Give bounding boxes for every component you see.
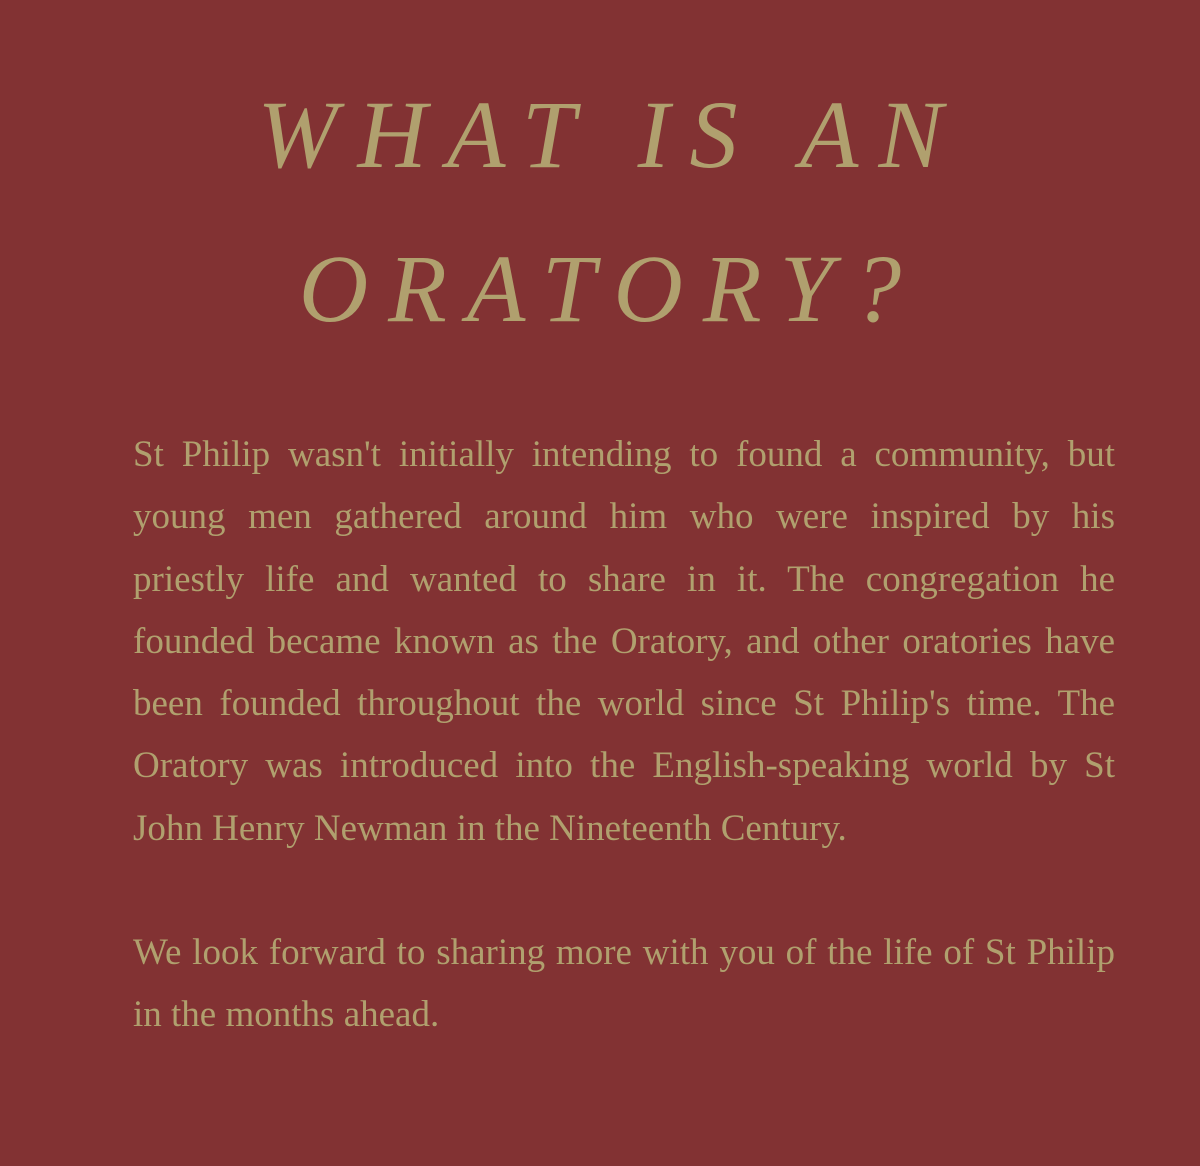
section-body: [133, 424, 1115, 1047]
heading-line-1: WHAT IS AN: [257, 81, 963, 188]
paragraph-intro: St Philip wasn't initially intending to found a community, but young men gathered around him who were inspired by his priestly life and wanted to share in it. The congregation he founded became known as the Oratory, and other oratories have been founded throughout the world since St Philip's time. The Oratory was introduced into the English-speaking world by St John Henry Newman in the Nineteenth Century.: [133, 434, 1115, 849]
paragraph-closing: We look forward to sharing more with you of the life of St Philip in the months ahead.: [133, 932, 1115, 1036]
section-heading: [0, 58, 1200, 366]
heading-line-2: ORATORY?: [298, 235, 922, 342]
